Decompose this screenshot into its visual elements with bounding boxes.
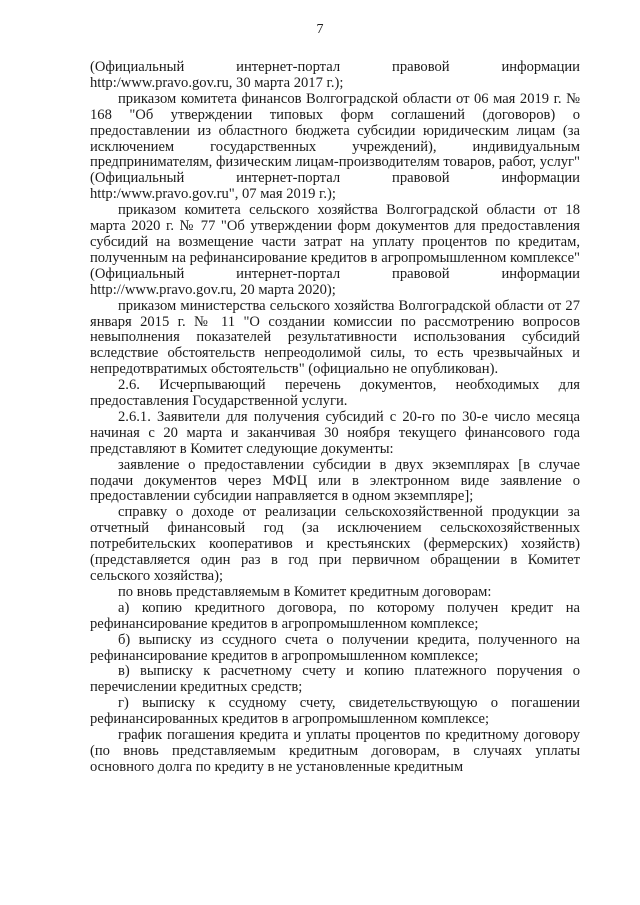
- paragraph: г) выписку к ссудному счету, свидетельствующую о погашении рефинансированных кредитов в агропромышленном комплексе;: [90, 695, 580, 728]
- paragraph: приказом комитета сельского хозяйства Волгоградской области от 18 марта 2020 г. № 77 "Об утверждении форм документов для предоставления субсидий на возмещение части затрат на уплату процентов по кредитам, полученным на рефинансирование кредитов в агропромышленном комплексе" (Официальный интернет-портал правовой информации http://www.pravo.gov.ru, 20 марта 2020);: [90, 202, 580, 298]
- paragraph: 2.6.1. Заявители для получения субсидий с 20-го по 30-е число месяца начиная с 20 марта и заканчивая 30 ноября текущего финансового года представляют в Комитет следующие документы:: [90, 408, 580, 457]
- paragraph: (Официальный интернет-портал правовой информации http:/www.pravo.gov.ru, 30 марта 2017 г.);: [90, 59, 580, 91]
- paragraph: приказом министерства сельского хозяйства Волгоградской области от 27 января 2015 г. № 11 "О создании комиссии по рассмотрению вопросов невыполнения показателей результативности использования субсидий вследствие обстоятельств непреодолимой силы, то есть чрезвычайных и непредотвратимых обстоятельств" (официально не опубликован).: [90, 297, 580, 378]
- page-number: 7: [316, 22, 324, 37]
- paragraph: справку о доходе от реализации сельскохозяйственной продукции за отчетный финансовый год (за исключением сельскохозяйственных потребительских кооперативов и крестьянских (фермерских) хозяйств) (представляется один раз в год при первичном обращении в Комитет сельского хозяйства);: [90, 504, 580, 584]
- paragraph: заявление о предоставлении субсидии в двух экземплярах [в случае подачи документов через МФЦ или в электронном виде заявление о предоставлении субсидии направляется в одном экземпляре];: [90, 456, 580, 505]
- paragraph: приказом комитета финансов Волгоградской области от 06 мая 2019 г. № 168 "Об утверждении типовых форм соглашений (договоров) о предоставлении из областного бюджета субсидии юридическим лицам (за исключением государственных учреждений), индивидуальным предпринимателям, физическим лицам-производителям товаров, работ, услуг" (Официальный интернет-портал правовой информации http:/www.pravo.gov.ru", 07 мая 2019 г.);: [90, 90, 580, 203]
- paragraph: а) копию кредитного договора, по которому получен кредит на рефинансирование кредитов в агропромышленном комплексе;: [90, 599, 580, 632]
- paragraph: график погашения кредита и уплаты процентов по кредитному договору (по вновь представляемым кредитным договорам, в случаях уплаты основного долга по кредиту в не установленные кредитным: [90, 727, 580, 775]
- paragraph: в) выписку к расчетному счету и копию платежного поручения о перечислении кредитных средств;: [90, 663, 580, 696]
- document-body: [90, 60, 580, 776]
- paragraph: 2.6. Исчерпывающий перечень документов, необходимых для предоставления Государственной услуги.: [90, 377, 580, 410]
- paragraph: б) выписку из ссудного счета о получении кредита, полученного на рефинансирование кредитов в агропромышленном комплексе;: [90, 631, 580, 664]
- paragraph: по вновь представляемым в Комитет кредитным договорам:: [118, 583, 492, 600]
